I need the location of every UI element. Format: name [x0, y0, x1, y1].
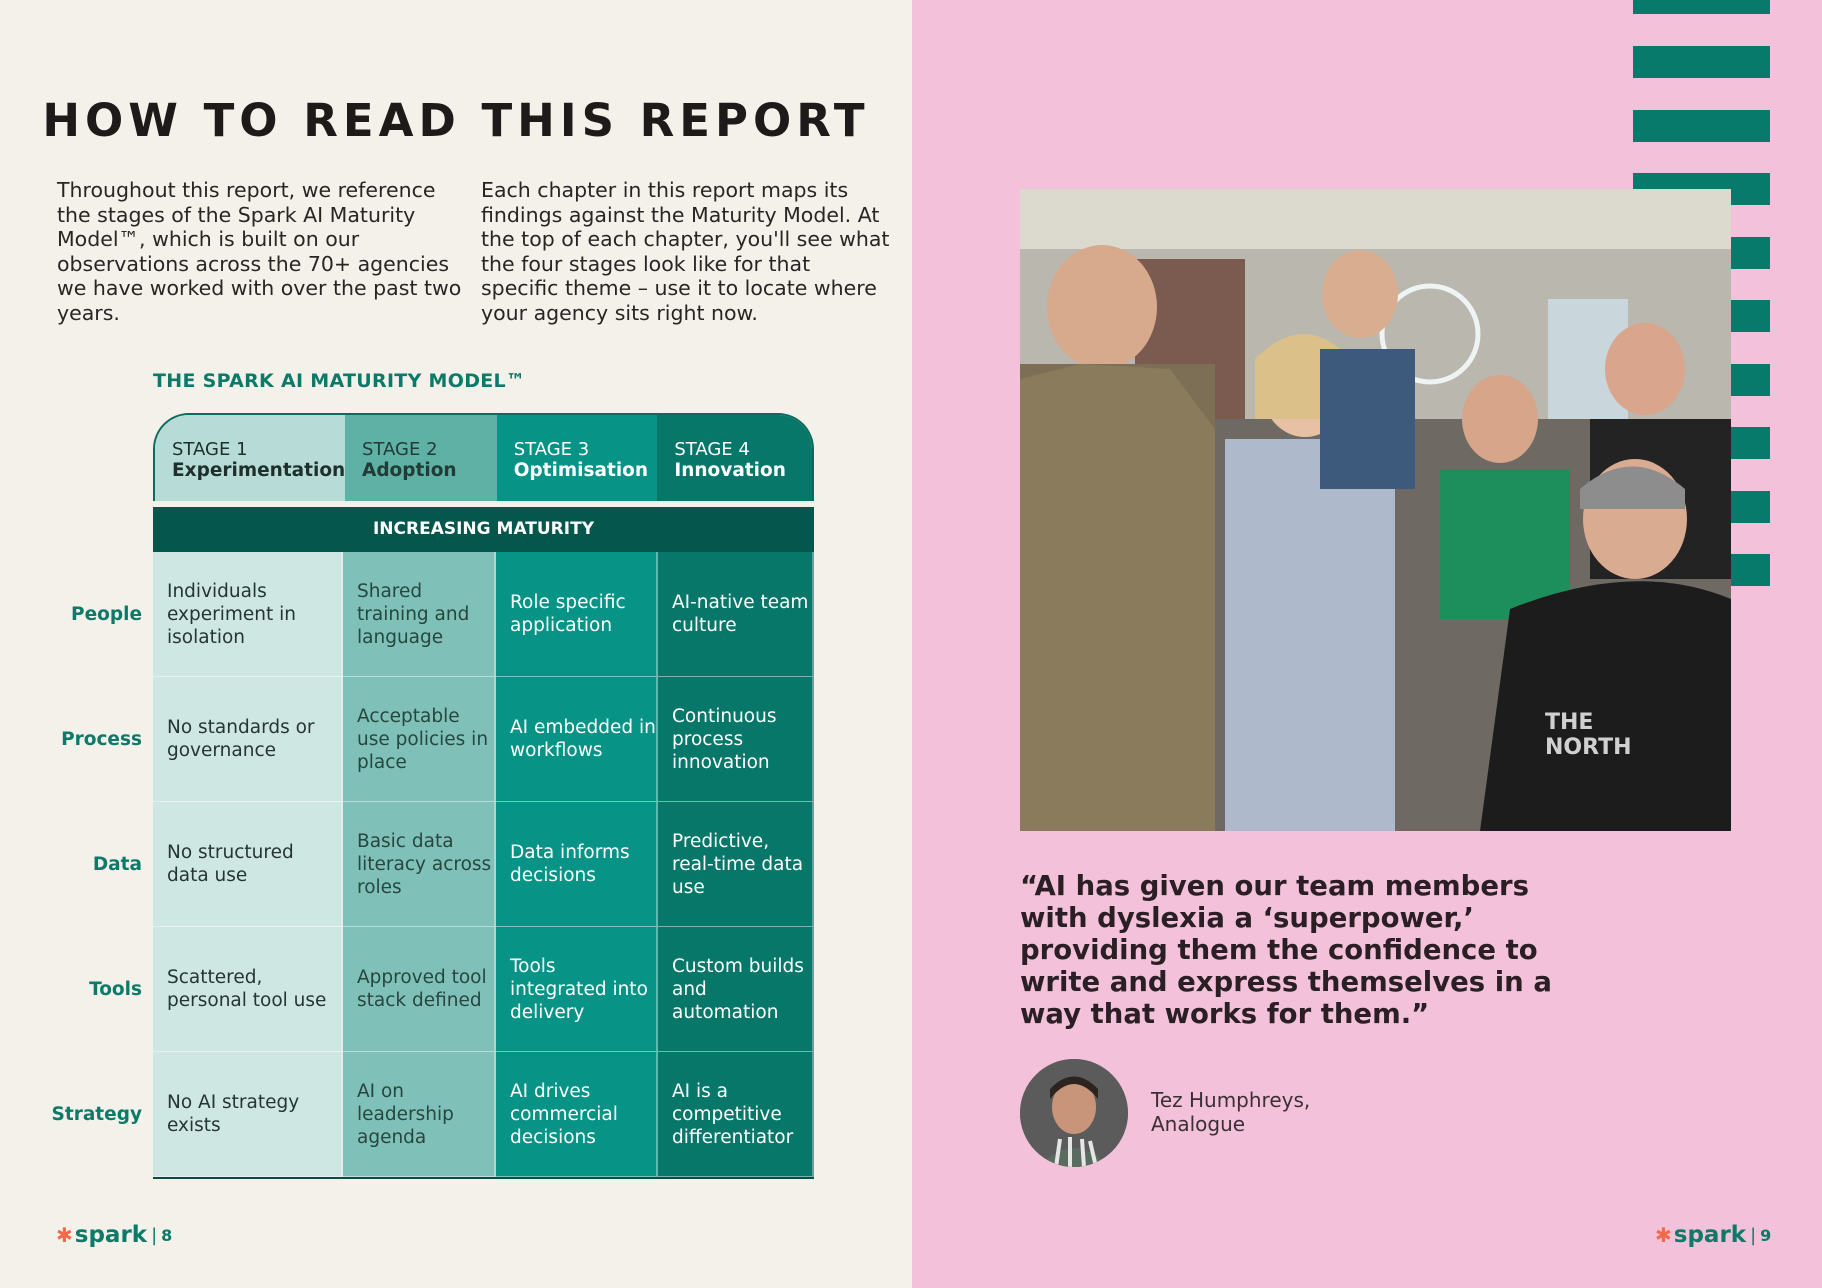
decorative-stripe — [1731, 237, 1770, 269]
grid-cell: Scattered, personal tool use — [153, 927, 343, 1052]
page-number: 9 — [1760, 1225, 1772, 1245]
avatar — [1020, 1059, 1128, 1167]
model-title: THE SPARK AI MATURITY MODEL™ — [153, 370, 526, 392]
row-label-process: Process — [61, 729, 142, 750]
grid-cell: AI drives commercial decisions — [496, 1052, 658, 1177]
table-row — [153, 677, 814, 802]
row-label-tools: Tools — [89, 979, 142, 1000]
decorative-stripe — [1633, 46, 1770, 78]
stage-name: Experimentation — [172, 460, 346, 481]
grid-cell: Custom builds and automation — [658, 927, 814, 1052]
stage-number: STAGE 2 — [362, 439, 438, 460]
decorative-stripe — [1633, 0, 1770, 14]
stage-header-4 — [657, 415, 812, 501]
page-title: HOW TO READ THIS REPORT — [42, 94, 870, 147]
spark-asterisk-icon: ✱ — [1655, 1223, 1672, 1247]
attribution-name: Tez Humphreys, — [1151, 1088, 1311, 1112]
grid-cell: Basic data literacy across roles — [343, 802, 496, 927]
decorative-stripe — [1731, 364, 1770, 396]
table-row — [153, 802, 814, 927]
decorative-stripe — [1731, 427, 1770, 459]
decorative-stripe — [1633, 110, 1770, 142]
decorative-stripe — [1731, 300, 1770, 332]
row-label-people: People — [71, 604, 142, 625]
stage-name: Adoption — [362, 460, 457, 481]
stage-name: Innovation — [674, 460, 786, 481]
decorative-stripe — [1731, 554, 1770, 586]
intro-column-2: Each chapter in this report maps its findings against the Maturity Model. At the top of each chapter, you'll see what the four stages look like for that specific theme – use it to locate where your agency sits right now. — [481, 178, 890, 325]
grid-cell: AI is a competitive differentiator — [658, 1052, 814, 1177]
decorative-stripe — [1731, 491, 1770, 523]
attribution — [1151, 1088, 1310, 1136]
row-label-strategy: Strategy — [51, 1104, 142, 1125]
grid-cell: Tools integrated into delivery — [496, 927, 658, 1052]
footer-separator: | — [1750, 1224, 1757, 1246]
stage-header-2 — [345, 415, 497, 501]
grid-cell: Approved tool stack defined — [343, 927, 496, 1052]
footer-right — [1655, 1222, 1771, 1248]
intro-column-1: Throughout this report, we reference the stages of the Spark AI Maturity Model™, which is built on our observations across the 70+ agencies we have worked with over the past two years. — [57, 178, 462, 325]
team-photo — [1020, 189, 1731, 831]
svg-text:THE: THE — [1545, 710, 1594, 735]
grid-cell: No standards or governance — [153, 677, 343, 802]
attribution-org: Analogue — [1151, 1112, 1246, 1136]
grid-cell: Predictive, real-time data use — [658, 802, 814, 927]
footer-left — [56, 1222, 172, 1248]
grid-cell: No structured data use — [153, 802, 343, 927]
spark-logo: spark — [1673, 1222, 1747, 1248]
grid-cell: Shared training and language — [343, 552, 496, 677]
grid-cell: AI-native team culture — [658, 552, 814, 677]
stage-header-1 — [155, 415, 345, 501]
stage-number: STAGE 4 — [674, 439, 750, 460]
grid-cell: Acceptable use policies in place — [343, 677, 496, 802]
row-labels — [0, 552, 142, 1177]
table-row — [153, 927, 814, 1052]
grid-cell: AI on leadership agenda — [343, 1052, 496, 1177]
increasing-maturity-bar: INCREASING MATURITY — [153, 507, 814, 552]
grid-cell: Data informs decisions — [496, 802, 658, 927]
stage-header-row — [153, 413, 814, 501]
maturity-grid — [153, 552, 814, 1179]
table-row — [153, 1052, 814, 1177]
stage-header-3 — [497, 415, 658, 501]
spark-logo: spark — [74, 1222, 148, 1248]
grid-cell: Continuous process innovation — [658, 677, 814, 802]
stage-number: STAGE 3 — [513, 439, 590, 460]
stage-name: Optimisation — [513, 460, 649, 481]
page-number: 8 — [161, 1225, 173, 1245]
spark-asterisk-icon: ✱ — [56, 1223, 73, 1247]
testimonial-quote: “AI has given our team members with dyslexia a ‘superpower,’ providing them the confidence to write and express themselves in a way that works for them.” — [1020, 870, 1552, 1030]
grid-cell: Role specific application — [496, 552, 658, 677]
svg-text:NORTH: NORTH — [1545, 735, 1632, 760]
grid-cell: Individuals experiment in isolation — [153, 552, 343, 677]
row-label-data: Data — [92, 854, 142, 875]
grid-cell: AI embedded in workflows — [496, 677, 658, 802]
footer-separator: | — [151, 1224, 158, 1246]
table-row — [153, 552, 814, 677]
stage-number: STAGE 1 — [172, 439, 248, 460]
grid-cell: No AI strategy exists — [153, 1052, 343, 1177]
